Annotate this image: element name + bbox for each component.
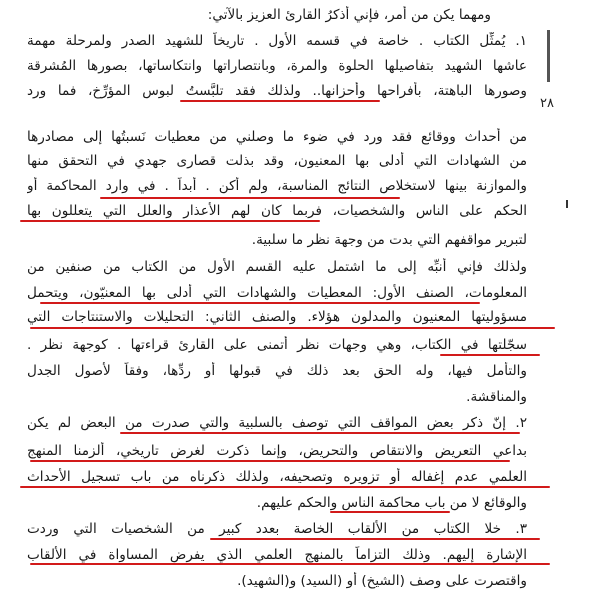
text-line: والتأمل فيها، وله الحق بعد ذلك في قبولها أو ردِّها، وفقاً لأصول الجدل (27, 363, 527, 379)
text-line: سجّلتها في الكتاب، وهي وجهات نظر أتمنى على القارئ قراءتها . كوجهة نظر . (27, 337, 527, 353)
margin-tick-mark (566, 200, 568, 208)
red-underline (440, 354, 540, 356)
text-line: لتبرير مواقفهم التي بدت من وجهة نظر ما سلبية. (251, 232, 527, 248)
text-line: من أحداث ووقائع فقد ورد في ضوء ما وصلني من معطيات نَسبتُها إلى مصادرها (27, 129, 527, 145)
red-underline (120, 432, 520, 434)
text-line: واقتصرت على وصف (الشيخ) أو (السيد) و(الشهيد). (237, 573, 527, 589)
text-line: ولذلك فإني أُنبِّه إلى ما اشتمل عليه القسم الأول من الكتاب من صنفين من (27, 259, 527, 275)
red-underline (40, 302, 480, 304)
text-line: والمناقشة. (466, 389, 527, 405)
text-line: ومهما يكن من أمر، فإني أذكرُ القارئ العزيز بالآتي: (207, 7, 491, 23)
margin-sidebar-bar (547, 30, 550, 82)
red-underline (210, 538, 540, 540)
red-underline (30, 460, 510, 462)
text-line: من الشهادات التي أدلى بها المعنيون، وقد بذلت قصارى جهدي في التحقق منها (27, 153, 527, 169)
text-line: مسؤوليتها المعنيون والمدلون هؤلاء. والصنف الثاني: التحليلات والاستنتاجات التي (27, 309, 527, 325)
text-line: المعلومات، الصنف الأول: المعطيات والشهادات التي أدلى بها المعنيّون، ويتحمل (27, 285, 527, 301)
red-underline (180, 100, 380, 102)
text-line: ٢. إنّ ذكر بعض المواقف التي توصف بالسلبية والتي صدرت من البعض لم يكن (27, 415, 527, 431)
text-line: ١. يُمثِّل الكتاب . خاصة في قسمه الأول . تاريخاً للشهيد الصدر ولمرحلة مهمة (27, 33, 527, 49)
text-line: عاشها الشهيد بتفاصيلها الحلوة والمرة، وبانتصاراتها وانتكاساتها، بصورها المُشرقة (27, 58, 527, 74)
text-line: والموازنة بينها لاستخلاص النتائج المناسبة، ولم أكن . أبداً . في وارد المحاكمة أو (27, 178, 527, 194)
text-line: وصورها الباهتة، بأفراحها وأحزانها.. ولذلك فقد تلبَّستُ لبوس المؤرِّخ، فما ورد (27, 83, 527, 99)
text-line: العلمي عدم إغفاله أو تزويره وتصحيفه، ولذلك ذكرناه من باب تسجيل الأحداث (27, 469, 527, 485)
red-underline (100, 197, 400, 199)
red-underline (20, 220, 320, 222)
text-line: والوقائع لا من باب محاكمة الناس والحكم عليهم. (256, 495, 527, 511)
red-underline (330, 511, 450, 513)
red-underline (30, 327, 555, 329)
page-number: ٢٨ (540, 96, 554, 111)
text-line: ٣. خلا الكتاب من الألقاب الخاصة بعدد كبير من الشخصيات التي وردت (27, 521, 527, 537)
text-line: الحكم على الناس والشخصيات، فربما كان لهم الأعذار والعلل التي يتعللون بها (27, 203, 527, 219)
red-underline (20, 486, 550, 488)
text-line: بداعي التعريض والانتقاص والتحريض، وإنما ذكرت لغرض تاريخي، ألزمنا المنهج (27, 443, 527, 459)
text-line: الإشارة إليهم. وذلك التزاماً بالمنهج العلمي الذي يفرض المساواة في الألقاب (27, 547, 527, 563)
red-underline (30, 563, 550, 565)
